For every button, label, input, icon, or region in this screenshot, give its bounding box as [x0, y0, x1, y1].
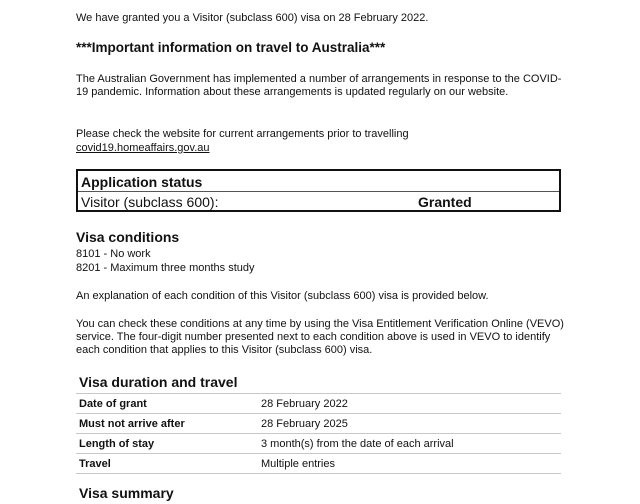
must-not-arrive-after-value: 28 February 2025 [256, 414, 561, 434]
table-row [76, 394, 561, 414]
visa-duration-heading: Visa duration and travel [79, 374, 238, 390]
condition-item: 8201 - Maximum three months study [76, 262, 255, 274]
status-value: Granted [418, 194, 472, 210]
application-status-title: Application status [81, 174, 203, 190]
application-status-box [76, 169, 561, 212]
status-visa-label: Visitor (subclass 600): [81, 194, 219, 210]
visa-summary-heading: Visa summary [79, 485, 174, 501]
important-heading: ***Important information on travel to Australia*** [76, 40, 386, 55]
conditions-explanation: An explanation of each condition of this Visitor (subclass 600) visa is provided below. [76, 290, 489, 302]
check-website-text: Please check the website for current arrangements prior to travelling [76, 128, 409, 140]
visa-duration-table [76, 393, 561, 474]
condition-item: 8101 - No work [76, 248, 151, 260]
length-of-stay-value: 3 month(s) from the date of each arrival [256, 434, 561, 454]
travel-label: Travel [76, 454, 256, 474]
grant-intro: We have granted you a Visitor (subclass 600) visa on 28 February 2022. [76, 12, 429, 24]
table-row [76, 454, 561, 474]
government-info: The Australian Government has implemented a number of arrangements in response to the COVID-19 pandemic. Information about these arrangements is updated regularly on our website. [76, 73, 562, 98]
visa-conditions-heading: Visa conditions [76, 229, 180, 245]
status-divider [78, 191, 559, 192]
table-row [76, 434, 561, 454]
must-not-arrive-after-label: Must not arrive after [76, 414, 256, 434]
date-of-grant-value: 28 February 2022 [256, 394, 561, 414]
vevo-info: You can check these conditions at any time by using the Visa Entitlement Verification Online (VEVO) service. The four-digit number presented next to each condition above is used in VEVO to identify each condition that applies to this Visitor (subclass 600) visa. [76, 318, 564, 356]
date-of-grant-label: Date of grant [76, 394, 256, 414]
travel-value: Multiple entries [256, 454, 561, 474]
length-of-stay-label: Length of stay [76, 434, 256, 454]
table-row [76, 414, 561, 434]
covid-website-link[interactable]: covid19.homeaffairs.gov.au [76, 142, 210, 154]
